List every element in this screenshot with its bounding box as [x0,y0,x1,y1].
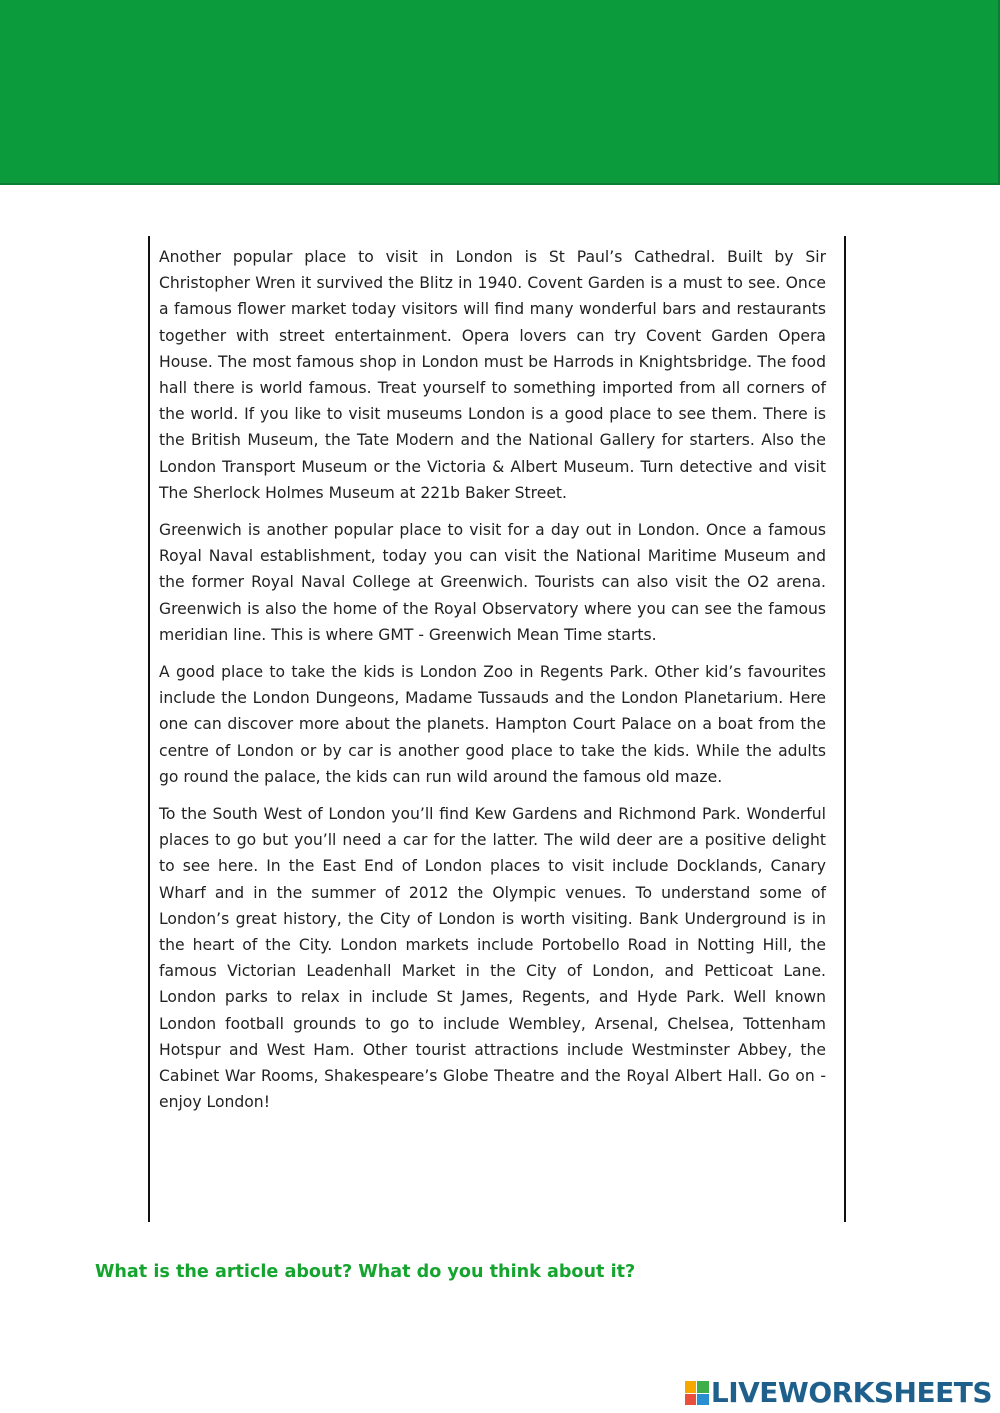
article-paragraph-4: To the South West of London you’ll find Kew Gardens and Richmond Park. Wonderful places to go but you’ll need a car for the latter. The wild deer are a positive delight to see here. In the East End of London places to visit include Docklands, Canary Wharf and in the summer of 2012 the Olympic venues. To understand some of London’s great history, the City of London is worth visiting. Bank Underground is in the heart of the City. London markets include Portobello Road in Notting Hill, the famous Victorian Leadenhall Market in the City of London, and Petticoat Lane. London parks to relax in include St James, Regents, and Hyde Park. Well known London football grounds to go to include Wembley, Arsenal, Chelsea, Tottenham Hotspur and West Ham. Other tourist attractions include Westminster Abbey, the Cabinet War Rooms, Shakespeare’s Globe Theatre and the Royal Albert Hall. Go on - enjoy London! [159,805,826,1112]
logo-square-1 [685,1381,697,1393]
article-text-box [148,236,846,1222]
logo-square-3 [685,1394,697,1406]
article-paragraph-2: Greenwich is another popular place to visit for a day out in London. Once a famous Royal Naval establishment, today you can visit the National Maritime Museum and the former Royal Naval College at Greenwich. Tourists can also visit the O2 arena. Greenwich is also the home of the Royal Observatory where you can see the famous meridian line. This is where GMT - Greenwich Mean Time starts. [159,521,826,644]
article-paragraph-1: Another popular place to visit in London is St Paul’s Cathedral. Built by Sir Christopher Wren it survived the Blitz in 1940. Covent Garden is a must to see. Once a famous flower market today visitors will find many wonderful bars and restaurants together with street entertainment. Opera lovers can try Covent Garden Opera House. The most famous shop in London must be Harrods in Knightsbridge. The food hall there is world famous. Treat yourself to something imported from all corners of the world. If you like to visit museums London is a good place to see them. There is the British Museum, the Tate Modern and the National Gallery for starters. Also the London Transport Museum or the Victoria & Albert Museum. Turn detective and visit The Sherlock Holmes Museum at 221b Baker Street. [159,248,826,502]
header-banner [0,0,1000,185]
question-prompt: What is the article about? What do you think about it? [95,1262,636,1282]
logo-square-4 [697,1394,709,1406]
liveworksheets-branding[interactable] [685,1376,992,1409]
logo-square-2 [697,1381,709,1393]
brand-name: LIVEWORKSHEETS [710,1376,992,1409]
liveworksheets-logo-icon [685,1381,709,1405]
article-paragraph-3: A good place to take the kids is London Zoo in Regents Park. Other kid’s favourites include the London Dungeons, Madame Tussauds and the London Planetarium. Here one can discover more about the planets. Hampton Court Palace on a boat from the centre of London or by car is another good place to take the kids. While the adults go round the palace, the kids can run wild around the famous old maze. [159,663,826,786]
